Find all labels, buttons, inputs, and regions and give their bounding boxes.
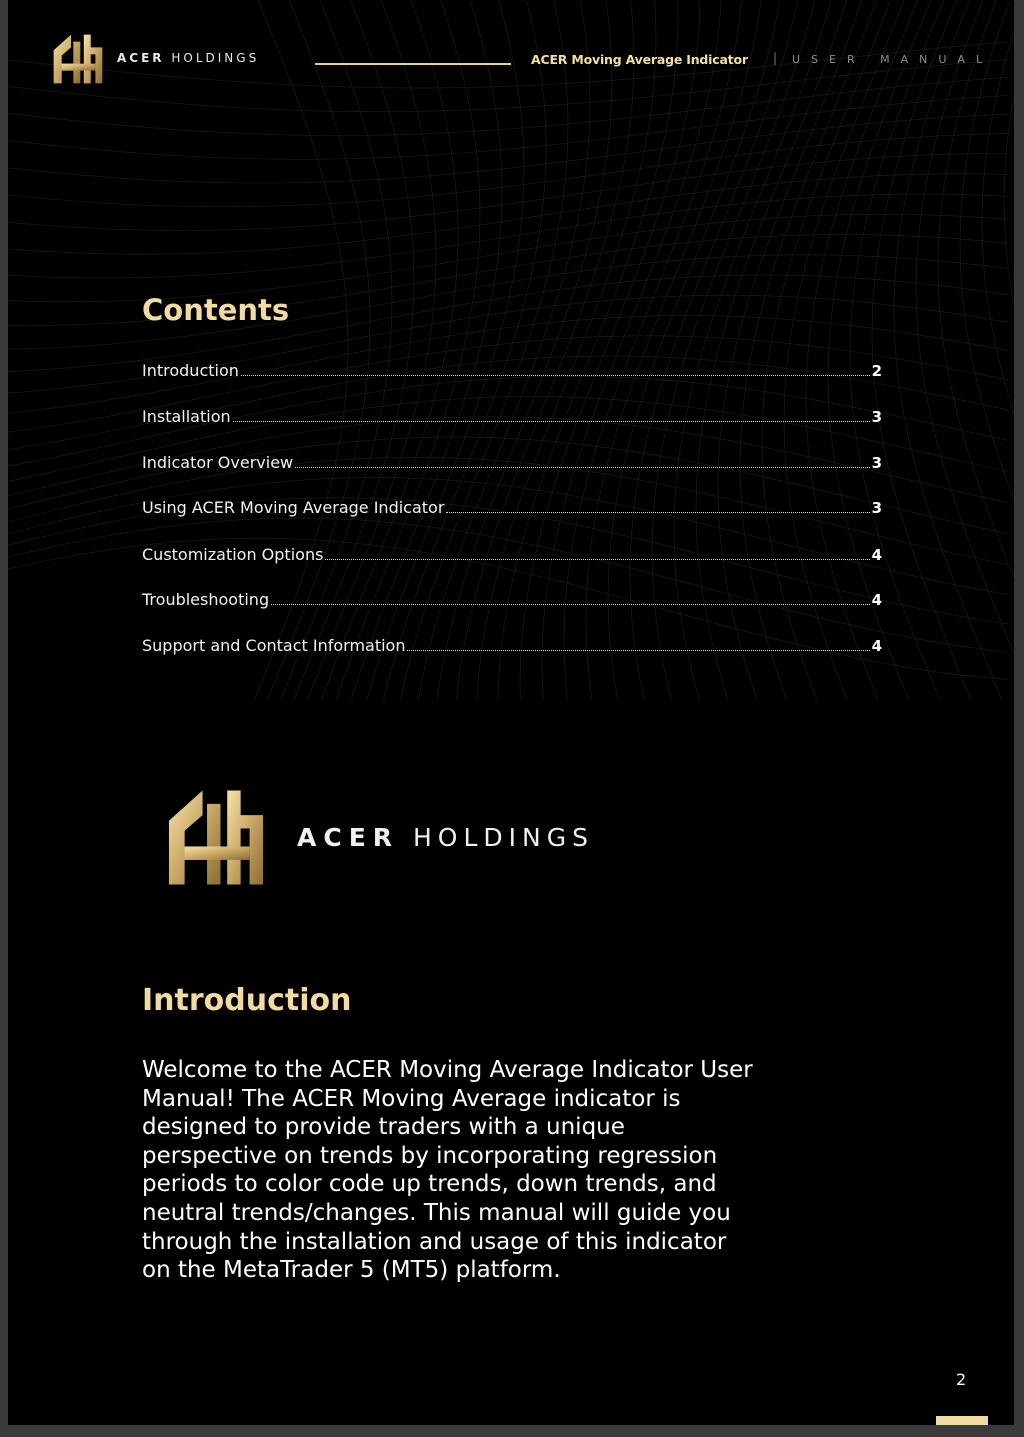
toc-item-page: 4 [871, 591, 882, 609]
page-accent-bar [936, 1416, 988, 1425]
document-type-label: USER MANUAL [792, 53, 994, 66]
toc-item-using-indicator[interactable] [142, 497, 882, 519]
toc-item-troubleshooting[interactable] [142, 589, 882, 611]
acer-holdings-logo-icon [160, 780, 272, 895]
toc-item-label: Installation [142, 407, 231, 426]
introduction-body: Welcome to the ACER Moving Average Indicator User Manual! The ACER Moving Average indicator is designed to provide traders with a unique perspective on trends by incorporating regression periods to color code up trends, down trends, and neutral trends/changes. This manual will guide you through the installation and usage of this indicator on the MetaTrader 5 (MT5) platform. [142, 1057, 753, 1284]
page-number: 2 [956, 1370, 967, 1389]
introduction-heading: Introduction [142, 983, 352, 1018]
brand-bold-text: ACER [117, 51, 165, 65]
header-divider-line [315, 63, 511, 65]
acer-holdings-logo-icon [48, 30, 108, 88]
toc-item-page: 3 [871, 408, 882, 426]
toc-item-label: Troubleshooting [142, 590, 270, 609]
toc-dot-leader [407, 635, 869, 651]
brand-rest-text: HOLDINGS [412, 823, 594, 852]
document-title: ACER Moving Average Indicator [531, 52, 748, 67]
toc-item-page: 3 [871, 499, 882, 517]
toc-item-label: Support and Contact Information [142, 636, 406, 655]
toc-item-label: Indicator Overview [142, 453, 294, 472]
brand-rest-text: HOLDINGS [171, 51, 260, 65]
toc-item-label: Introduction [142, 361, 239, 380]
toc-dot-leader [325, 544, 869, 560]
brand-wordmark [297, 823, 594, 852]
toc-dot-leader [233, 406, 870, 422]
toc-item-indicator-overview[interactable] [142, 452, 882, 474]
toc-dot-leader [241, 360, 870, 376]
header-separator: | [773, 51, 778, 65]
contents-heading: Contents [142, 293, 290, 327]
document-page [8, 0, 1014, 1425]
toc-item-support-contact[interactable] [142, 635, 882, 657]
toc-item-page: 4 [871, 637, 882, 655]
toc-dot-leader [295, 452, 869, 468]
toc-item-label: Using ACER Moving Average Indicator [142, 498, 445, 517]
toc-dot-leader [271, 589, 869, 605]
toc-item-installation[interactable] [142, 406, 882, 428]
toc-dot-leader [446, 497, 869, 513]
toc-item-page: 4 [871, 546, 882, 564]
toc-item-customization-options[interactable] [142, 544, 882, 566]
toc-item-page: 3 [871, 454, 882, 472]
header-brand-name [117, 51, 259, 65]
toc-item-introduction[interactable] [142, 360, 882, 382]
toc-item-label: Customization Options [142, 545, 324, 564]
toc-item-page: 2 [871, 362, 882, 380]
brand-bold-text: ACER [297, 823, 400, 852]
